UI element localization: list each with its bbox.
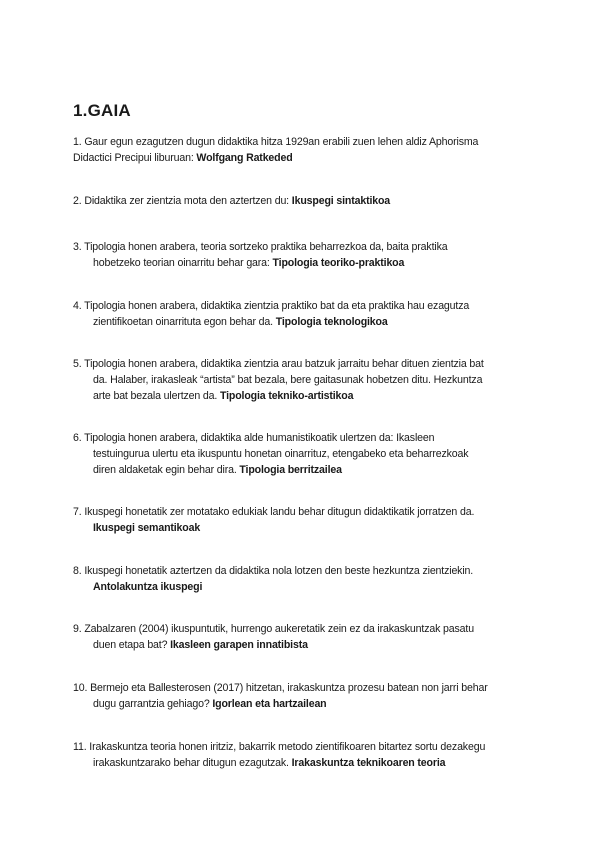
question-text-line	[73, 637, 543, 653]
answer-text: Igorlean eta hartzailean	[212, 698, 327, 710]
question-4	[73, 298, 543, 330]
question-text-line: 1. Gaur egun ezagutzen dugun didaktika hitza 1929an erabili zuen lehen aldiz Aphorisma	[73, 136, 479, 148]
answer-text: Tipologia teoriko-praktikoa	[272, 257, 405, 269]
page-title: 1.GAIA	[73, 101, 131, 120]
question-text: diren aldaketak egin behar dira.	[93, 464, 240, 476]
question-text-line	[73, 755, 543, 771]
question-text-line: 10. Bermejo eta Ballesterosen (2017) hitzetan, irakaskuntza prozesu batean non jarri behar	[73, 682, 488, 694]
question-5	[73, 356, 543, 404]
question-text-line	[73, 193, 543, 209]
question-3	[73, 239, 543, 271]
question-text-line: 8. Ikuspegi honetatik aztertzen da didaktika nola lotzen den beste hezkuntza zientziekin.	[73, 565, 474, 577]
question-text: hobetzeko teorian oinarritu behar gara:	[93, 257, 273, 269]
question-text-line: 9. Zabalzaren (2004) ikuspuntutik, hurrengo aukeretatik zein ez da irakaskuntzak pasatu	[73, 623, 474, 635]
answer-text: Tipologia tekniko-artistikoa	[219, 390, 354, 402]
answer-text: Irakaskuntza teknikoaren teoria	[291, 757, 446, 769]
question-text-line: 5. Tipologia honen arabera, didaktika zientzia arau batzuk jarraitu behar dituen zientzia bat	[73, 358, 484, 370]
question-text-line: 7. Ikuspegi honetatik zer motatako edukiak landu behar ditugun didaktikatik jorratzen da.	[73, 506, 475, 518]
question-text-line	[73, 462, 543, 478]
question-text-line	[73, 150, 543, 166]
question-text-line: da. Halaber, irakasleak “artista” bat bezala, bere gaitasunak hobetzen ditu. Hezkuntza	[93, 374, 483, 386]
question-text: Didactici Precipui liburuan:	[73, 152, 197, 164]
answer-text: Antolakuntza ikuspegi	[93, 581, 203, 593]
question-10	[73, 680, 543, 712]
question-text-line: testuingurua ulertu eta ikuspuntu honetan oinarrituz, etengabeko eta beharrezkoak	[93, 448, 469, 460]
question-1	[73, 134, 543, 166]
answer-text: Ikuspegi sintaktikoa	[291, 195, 391, 207]
question-text-line	[73, 388, 543, 404]
question-text-line: 11. Irakaskuntza teoria honen iritziz, bakarrik metodo zientifikoaren bitartez sortu dezakegu	[73, 741, 486, 753]
answer-text: Tipologia teknologikoa	[275, 316, 388, 328]
question-text-line	[73, 696, 543, 712]
question-text-line: 3. Tipologia honen arabera, teoria sortzeko praktika beharrezkoa da, baita praktika	[73, 241, 448, 253]
question-text: irakaskuntzarako behar ditugun ezagutzak.	[93, 757, 292, 769]
question-text: duen etapa bat?	[93, 639, 171, 651]
question-text-line	[73, 255, 543, 271]
question-6	[73, 430, 543, 478]
question-8	[73, 563, 543, 595]
question-text: dugu garrantzia gehiago?	[93, 698, 213, 710]
question-text-line: 4. Tipologia honen arabera, didaktika zientzia praktiko bat da eta praktika hau ezagutza	[73, 300, 470, 312]
question-text: 2. Didaktika zer zientzia mota den aztertzen du:	[73, 195, 292, 207]
question-2	[73, 193, 543, 209]
answer-text: Ikasleen garapen innatibista	[170, 639, 308, 651]
question-9	[73, 621, 543, 653]
question-text-line	[73, 520, 543, 536]
answer-text: Wolfgang Ratkeded	[196, 152, 293, 164]
question-text: arte bat bezala ulertzen da.	[93, 390, 220, 402]
question-7	[73, 504, 543, 536]
question-text-line: 6. Tipologia honen arabera, didaktika alde humanistikoatik ulertzen da: Ikasleen	[73, 432, 435, 444]
question-text: zientifikoetan oinarrituta egon behar da.	[93, 316, 276, 328]
question-11	[73, 739, 543, 771]
question-text-line	[73, 579, 543, 595]
answer-text: Tipologia berritzailea	[239, 464, 342, 476]
question-text-line	[73, 314, 543, 330]
answer-text: Ikuspegi semantikoak	[93, 522, 201, 534]
